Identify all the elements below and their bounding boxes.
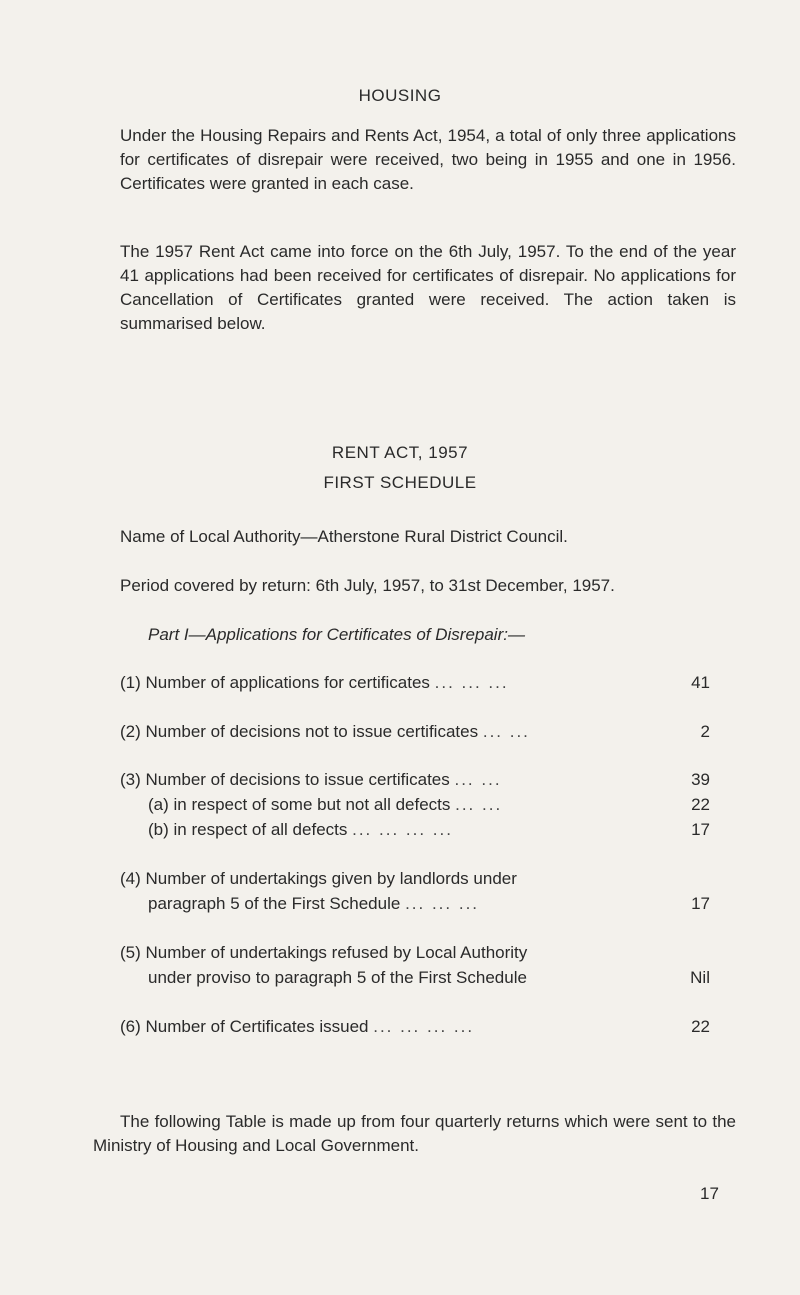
authority-line: Name of Local Authority—Atherstone Rural District Council. (120, 527, 568, 546)
item-label: (2) Number of decisions not to issue certificates (120, 722, 479, 741)
list-subitem (148, 795, 502, 815)
footer-paragraph: The following Table is made up from four quarterly returns which were sent to the Ministry of Housing and Local Government. (93, 1112, 736, 1155)
item-value: 17 (691, 894, 710, 913)
item-label: (1) Number of applications for certificates (120, 673, 430, 692)
item-label-line-1: (4) Number of undertakings given by landlords under (120, 869, 517, 888)
dot-leader: ... ... ... ... (352, 820, 453, 839)
item-value: 22 (691, 795, 710, 814)
item-label: (6) Number of Certificates issued (120, 1017, 369, 1036)
dot-leader: ... ... (482, 722, 530, 741)
list-item (120, 770, 502, 790)
list-item (120, 722, 530, 742)
item-value: Nil (690, 968, 710, 987)
page-title: HOUSING (358, 86, 442, 105)
item-label-line-2: under proviso to paragraph 5 of the First Schedule (148, 968, 527, 987)
item-value: 41 (691, 673, 710, 692)
dot-leader: ... ... (455, 795, 503, 814)
act-title: RENT ACT, 1957 (331, 443, 469, 462)
intro-paragraph-1: Under the Housing Repairs and Rents Act, 1954, a total of only three applications for certificates of disrepair were received, two being in 1955 and one in 1956. Certificates were granted in each case. (120, 126, 736, 193)
dot-leader: ... ... ... (434, 673, 509, 692)
item-value: 39 (691, 770, 710, 789)
item-label: (3) Number of decisions to issue certificates (120, 770, 450, 789)
item-value: 22 (691, 1017, 710, 1036)
page-number: 17 (700, 1184, 719, 1203)
list-item (120, 1017, 474, 1037)
intro-paragraph-2: The 1957 Rent Act came into force on the 6th July, 1957. To the end of the year 41 applications had been received for certificates of disrepair. No applications for Cancellation of Certificates granted were received. The action taken is summarised below. (120, 242, 736, 333)
dot-leader: ... ... ... ... (373, 1017, 475, 1036)
item-label-line-1: (5) Number of undertakings refused by Local Authority (120, 943, 528, 962)
list-item (120, 869, 517, 889)
list-subitem (148, 820, 453, 840)
dot-leader: ... ... (454, 770, 502, 789)
period-line: Period covered by return: 6th July, 1957, to 31st December, 1957. (120, 576, 615, 595)
list-item (120, 673, 509, 693)
dot-leader: ... ... ... (405, 894, 480, 913)
item-label: (b) in respect of all defects (148, 820, 348, 839)
list-item-continuation (148, 968, 527, 988)
item-value: 2 (700, 722, 710, 741)
list-item-continuation (148, 894, 479, 914)
part-heading: Part I—Applications for Certificates of Disrepair:— (148, 625, 525, 644)
item-label: (a) in respect of some but not all defects (148, 795, 451, 814)
schedule-title: FIRST SCHEDULE (323, 473, 477, 492)
list-item (120, 943, 527, 963)
item-label-line-2: paragraph 5 of the First Schedule (148, 894, 401, 913)
item-value: 17 (691, 820, 710, 839)
